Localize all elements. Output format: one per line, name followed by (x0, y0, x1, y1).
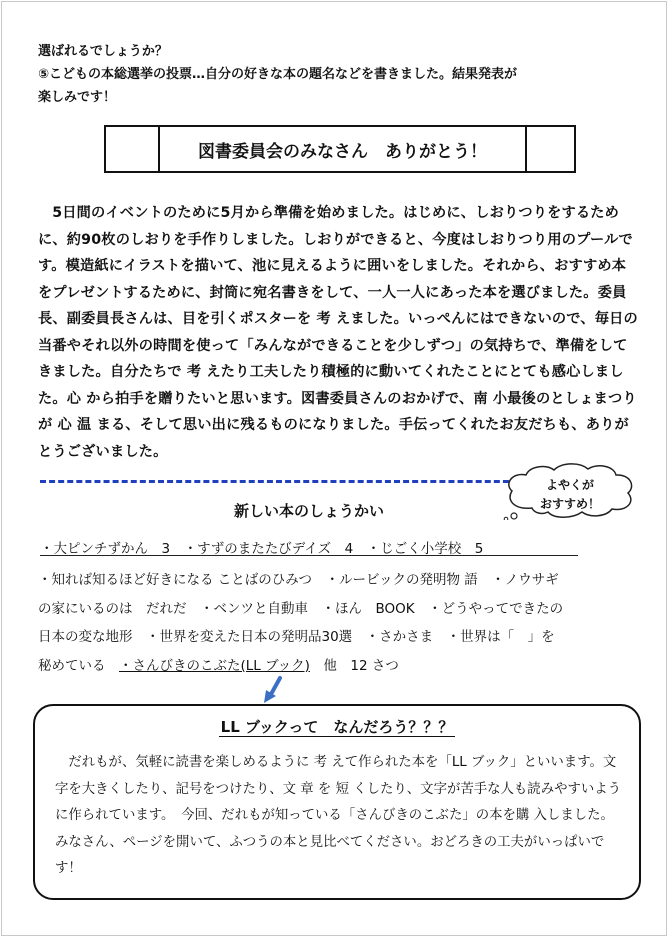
thanks-title: 図書委員会のみなさん ありがとう！ (158, 127, 527, 171)
reserved-books-line: ・大ピンチずかん 3 ・すずのまたたびデイズ 4 ・じごく小学校 5 (40, 541, 484, 557)
books-list-line-4-pre: 秘めている (38, 657, 119, 674)
bubble-line-2: おすすめ！ (539, 497, 601, 511)
ll-book-title: LL ブックって なんだろう？？？ (220, 718, 454, 736)
intro-line-1: 選ばれるでしょうか？ (38, 44, 168, 59)
ll-book-body: だれもが、気軽に読書を楽しめるように 考 えて作られた本を「LL ブック」といいます。文字を大きくしたり、記号をつけたり、文 章 を 短 くしたり、文字が苦手な人も読みやすいように作られています。 今回、だれもが知っている「さんびきのこぶた」の本を購 入しました。みなさん、ページを開いて、ふつうの本と見比べてください。おどろきの工夫がいっぱいです！ (55, 755, 622, 876)
intro-line-3: 楽しみです！ (38, 90, 117, 105)
ll-book-highlight: ・さんびきのこぶた(LL ブック) (119, 657, 310, 674)
thanks-title-box (104, 125, 576, 173)
intro-section (38, 40, 638, 109)
section-divider (40, 480, 518, 483)
books-list-line-1: ・知れば知るほど好きになる ことばのひみつ ・ルービックの発明物 語 ・ノウサギ (38, 572, 559, 588)
books-list-line-4-post: 他 12 さつ (309, 657, 399, 674)
ll-book-box (33, 704, 641, 900)
reserved-underline (40, 555, 578, 556)
thanks-section (38, 200, 638, 465)
books-list-line-3: 日本の変な地形 ・世界を変えた日本の発明品30選 ・さかさま ・世界は「 」を (38, 629, 555, 645)
thanks-body: 5日間のイベントのために5月から準備を始めました。はじめに、しおりつりをするために、約90枚のしおりを手作りしました。しおりができると、今度はしおりつり用のプールです。模造紙にイラストを描いて、池に見えるように囲いをしました。それから、おすすめ本をプレゼントするために、封筒に宛名書きをして、一人一人にあった本を選びました。委員長、副委員長さんは、目を引くポスターを 考 えました。いっぺんにはできないので、毎日の当番やそれ以外の時間を使って「みんなができることを少しずつ」の気持ちで、準備をしてきました。自分たちで 考 えたり工夫したり積極的に動いてくれたことにとても感心しました。心 から拍手を贈りたいと思います。図書委員さんのおかげで、南 小最後のとしょまつりが 心 温 まる、そして思い出に残るものになりました。手伝ってくれたお友だちも、ありがとうございました。 (38, 205, 638, 460)
arrow-down-left-icon (262, 676, 284, 704)
speech-bubble (502, 462, 638, 520)
new-books-title: 新しい本のしょうかい (234, 502, 385, 520)
new-books-list (38, 566, 642, 680)
books-list-line-2: の家にいるのは だれだ ・ベンツと自動車 ・ほん BOOK ・どうやってできたの (38, 600, 564, 617)
books-list-line-4 (38, 652, 642, 681)
intro-line-2: ⑤こどもの本総選挙の投票…自分の好きな本の題名などを書きました。結果発表が (38, 67, 518, 82)
bubble-line-1: よやくが (545, 478, 594, 492)
